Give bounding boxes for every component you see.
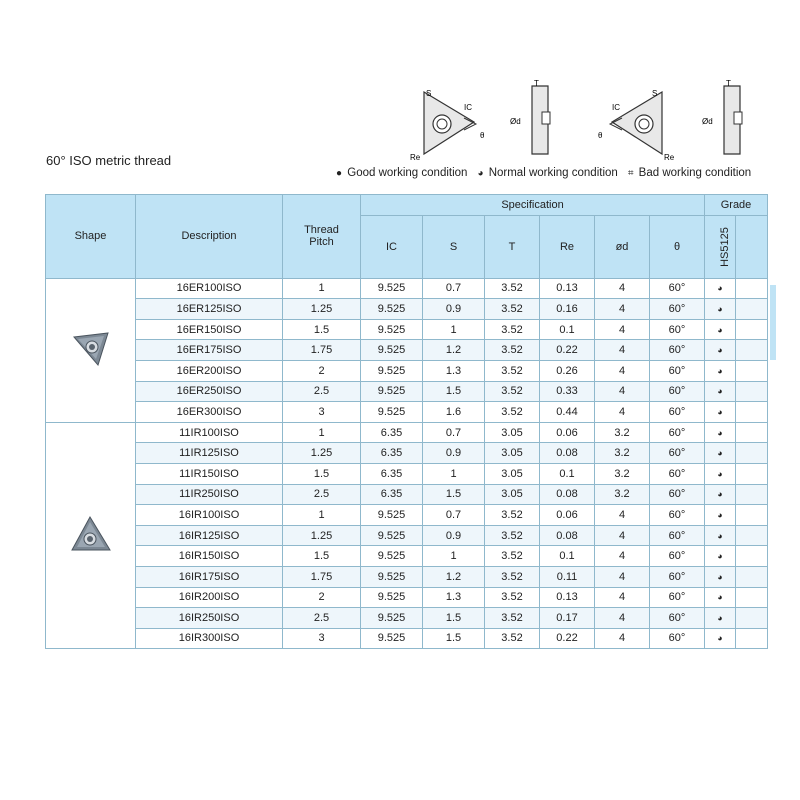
table-row	[46, 443, 768, 464]
od-cell: 4	[595, 525, 650, 546]
grade-hs5125-cell: ◕	[705, 566, 736, 587]
grade-hs5125-cell: ◕	[705, 463, 736, 484]
t-cell: 3.52	[485, 319, 540, 340]
table-row	[46, 381, 768, 402]
grade-blank-cell	[736, 319, 768, 340]
side-strip	[770, 285, 776, 360]
ic-cell: 9.525	[361, 319, 423, 340]
re-cell: 0.13	[540, 278, 595, 299]
ic-cell: 9.525	[361, 525, 423, 546]
ic-cell: 6.35	[361, 484, 423, 505]
grade-blank-cell	[736, 402, 768, 423]
s-cell: 1	[423, 463, 485, 484]
ic-cell: 9.525	[361, 628, 423, 649]
t-cell: 3.52	[485, 608, 540, 629]
header-ic: IC	[361, 215, 423, 278]
s-cell: 1.5	[423, 608, 485, 629]
grade-blank-cell	[736, 587, 768, 608]
svg-text:Ød: Ød	[510, 117, 521, 126]
theta-cell: 60°	[650, 319, 705, 340]
ic-cell: 9.525	[361, 587, 423, 608]
theta-cell: 60°	[650, 422, 705, 443]
description-cell: 16ER125ISO	[136, 299, 283, 320]
legend-item-good: ● Good working condition	[336, 167, 468, 179]
od-cell: 4	[595, 628, 650, 649]
table-row	[46, 422, 768, 443]
re-cell: 0.26	[540, 360, 595, 381]
s-cell: 1.2	[423, 340, 485, 361]
legend-item-bad: ⌗ Bad working condition	[627, 167, 752, 179]
ic-cell: 9.525	[361, 608, 423, 629]
od-cell: 4	[595, 587, 650, 608]
t-cell: 3.52	[485, 402, 540, 423]
s-cell: 0.7	[423, 278, 485, 299]
re-cell: 0.06	[540, 505, 595, 526]
re-cell: 0.08	[540, 525, 595, 546]
grade-blank-cell	[736, 505, 768, 526]
s-cell: 1	[423, 546, 485, 567]
description-cell: 16ER150ISO	[136, 319, 283, 340]
legend-item-normal: ◕ Normal working condition	[477, 167, 618, 179]
header-t: T	[485, 215, 540, 278]
re-cell: 0.06	[540, 422, 595, 443]
ic-cell: 9.525	[361, 381, 423, 402]
grade-blank-cell	[736, 608, 768, 629]
od-cell: 3.2	[595, 463, 650, 484]
od-cell: 4	[595, 340, 650, 361]
external-insert-side-icon	[504, 80, 568, 160]
od-cell: 4	[595, 299, 650, 320]
s-cell: 1.3	[423, 360, 485, 381]
re-cell: 0.1	[540, 319, 595, 340]
grade-hs5125-cell: ◕	[705, 608, 736, 629]
header-shape: Shape	[46, 195, 136, 279]
re-cell: 0.1	[540, 546, 595, 567]
grade-hs5125-cell: ◕	[705, 278, 736, 299]
t-cell: 3.05	[485, 422, 540, 443]
s-cell: 0.7	[423, 505, 485, 526]
table-row	[46, 505, 768, 526]
grade-hs5125-cell: ◕	[705, 587, 736, 608]
table-row	[46, 608, 768, 629]
description-cell: 16IR250ISO	[136, 608, 283, 629]
re-cell: 0.33	[540, 381, 595, 402]
svg-text:IC: IC	[464, 103, 472, 112]
pitch-cell: 1	[283, 505, 361, 526]
svg-text:T: T	[534, 80, 539, 88]
svg-text:θ: θ	[480, 131, 485, 140]
svg-text:IC: IC	[612, 103, 620, 112]
s-cell: 1.6	[423, 402, 485, 423]
t-cell: 3.52	[485, 340, 540, 361]
theta-cell: 60°	[650, 484, 705, 505]
internal-insert-diagram-icon	[594, 84, 682, 162]
description-cell: 16IR200ISO	[136, 587, 283, 608]
description-cell: 16IR150ISO	[136, 546, 283, 567]
external-insert-diagram-icon	[404, 84, 492, 162]
t-cell: 3.52	[485, 299, 540, 320]
pitch-cell: 3	[283, 628, 361, 649]
grade-blank-cell	[736, 484, 768, 505]
ic-cell: 9.525	[361, 546, 423, 567]
description-cell: 11IR100ISO	[136, 422, 283, 443]
description-cell: 16IR175ISO	[136, 566, 283, 587]
pitch-cell: 2.5	[283, 608, 361, 629]
ic-cell: 9.525	[361, 340, 423, 361]
pitch-cell: 1.5	[283, 319, 361, 340]
t-cell: 3.52	[485, 278, 540, 299]
pitch-cell: 1.25	[283, 525, 361, 546]
theta-cell: 60°	[650, 360, 705, 381]
theta-cell: 60°	[650, 443, 705, 464]
pitch-cell: 2.5	[283, 381, 361, 402]
external-threading-insert-icon	[46, 278, 136, 422]
table-row	[46, 360, 768, 381]
re-cell: 0.1	[540, 463, 595, 484]
svg-text:T: T	[726, 80, 731, 88]
grade-hs5125-cell: ◕	[705, 402, 736, 423]
od-cell: 4	[595, 319, 650, 340]
t-cell: 3.05	[485, 484, 540, 505]
theta-cell: 60°	[650, 587, 705, 608]
t-cell: 3.52	[485, 546, 540, 567]
od-cell: 4	[595, 381, 650, 402]
header-s: S	[423, 215, 485, 278]
grade-blank-cell	[736, 340, 768, 361]
t-cell: 3.05	[485, 463, 540, 484]
theta-cell: 60°	[650, 463, 705, 484]
grade-hs5125-cell: ◕	[705, 443, 736, 464]
re-cell: 0.16	[540, 299, 595, 320]
svg-text:Re: Re	[410, 153, 421, 162]
s-cell: 0.9	[423, 443, 485, 464]
re-cell: 0.44	[540, 402, 595, 423]
re-cell: 0.08	[540, 443, 595, 464]
od-cell: 3.2	[595, 443, 650, 464]
pitch-cell: 3	[283, 402, 361, 423]
theta-cell: 60°	[650, 546, 705, 567]
s-cell: 0.7	[423, 422, 485, 443]
re-cell: 0.22	[540, 340, 595, 361]
grade-blank-cell	[736, 525, 768, 546]
description-cell: 16IR300ISO	[136, 628, 283, 649]
pitch-cell: 1.5	[283, 463, 361, 484]
table-row	[46, 587, 768, 608]
od-cell: 4	[595, 360, 650, 381]
ic-cell: 9.525	[361, 278, 423, 299]
pitch-cell: 1.25	[283, 299, 361, 320]
header-description: Description	[136, 195, 283, 279]
re-cell: 0.08	[540, 484, 595, 505]
s-cell: 0.9	[423, 525, 485, 546]
od-cell: 4	[595, 566, 650, 587]
theta-cell: 60°	[650, 340, 705, 361]
description-cell: 16ER200ISO	[136, 360, 283, 381]
spec-table	[45, 194, 768, 649]
grade-hs5125-cell: ◕	[705, 340, 736, 361]
theta-cell: 60°	[650, 566, 705, 587]
grade-blank-cell	[736, 546, 768, 567]
grade-hs5125-cell: ◕	[705, 546, 736, 567]
table-row	[46, 628, 768, 649]
grade-blank-cell	[736, 443, 768, 464]
description-cell: 11IR125ISO	[136, 443, 283, 464]
grade-blank-cell	[736, 278, 768, 299]
table-row	[46, 278, 768, 299]
description-cell: 16IR125ISO	[136, 525, 283, 546]
re-cell: 0.17	[540, 608, 595, 629]
t-cell: 3.52	[485, 360, 540, 381]
s-cell: 1.5	[423, 484, 485, 505]
insert-dimension-diagrams	[396, 80, 766, 162]
table-row	[46, 525, 768, 546]
theta-cell: 60°	[650, 505, 705, 526]
description-cell: 16ER175ISO	[136, 340, 283, 361]
pitch-cell: 1	[283, 422, 361, 443]
pitch-cell: 2	[283, 360, 361, 381]
pitch-cell: 1.5	[283, 546, 361, 567]
ic-cell: 6.35	[361, 463, 423, 484]
grade-hs5125-cell: ◕	[705, 381, 736, 402]
grade-blank-cell	[736, 422, 768, 443]
ic-cell: 9.525	[361, 360, 423, 381]
od-cell: 4	[595, 608, 650, 629]
theta-cell: 60°	[650, 381, 705, 402]
table-row	[46, 319, 768, 340]
ic-cell: 9.525	[361, 299, 423, 320]
grade-blank-cell	[736, 360, 768, 381]
header-od: ød	[595, 215, 650, 278]
description-cell: 11IR150ISO	[136, 463, 283, 484]
description-cell: 16ER300ISO	[136, 402, 283, 423]
t-cell: 3.52	[485, 525, 540, 546]
ic-cell: 6.35	[361, 422, 423, 443]
t-cell: 3.52	[485, 381, 540, 402]
grade-hs5125-cell: ◕	[705, 360, 736, 381]
grade-blank-cell	[736, 463, 768, 484]
grade-hs5125-cell: ◕	[705, 505, 736, 526]
theta-cell: 60°	[650, 278, 705, 299]
table-row	[46, 402, 768, 423]
od-cell: 4	[595, 546, 650, 567]
svg-text:S: S	[652, 89, 658, 98]
svg-text:Ød: Ød	[702, 117, 713, 126]
internal-insert-side-icon	[696, 80, 760, 160]
grade-hs5125-cell: ◕	[705, 299, 736, 320]
od-cell: 4	[595, 505, 650, 526]
description-cell: 16ER250ISO	[136, 381, 283, 402]
s-cell: 1.2	[423, 566, 485, 587]
theta-cell: 60°	[650, 525, 705, 546]
header-grade-blank	[736, 215, 768, 278]
header-grade: Grade	[705, 195, 768, 216]
s-cell: 1.3	[423, 587, 485, 608]
table-row	[46, 463, 768, 484]
condition-legend	[336, 167, 751, 179]
theta-cell: 60°	[650, 628, 705, 649]
od-cell: 3.2	[595, 484, 650, 505]
s-cell: 1.5	[423, 381, 485, 402]
grade-hs5125-cell: ◕	[705, 628, 736, 649]
pitch-cell: 1	[283, 278, 361, 299]
header-specification: Specification	[361, 195, 705, 216]
theta-cell: 60°	[650, 402, 705, 423]
pitch-cell: 1.75	[283, 566, 361, 587]
grade-hs5125-cell: ◕	[705, 484, 736, 505]
ic-cell: 9.525	[361, 505, 423, 526]
svg-text:S: S	[426, 89, 432, 98]
s-cell: 0.9	[423, 299, 485, 320]
theta-cell: 60°	[650, 608, 705, 629]
pitch-cell: 2	[283, 587, 361, 608]
svg-text:Re: Re	[664, 153, 675, 162]
t-cell: 3.52	[485, 566, 540, 587]
description-cell: 16ER100ISO	[136, 278, 283, 299]
header-grade-hs5125: HS5125	[705, 215, 736, 278]
re-cell: 0.22	[540, 628, 595, 649]
grade-hs5125-cell: ◕	[705, 422, 736, 443]
t-cell: 3.52	[485, 505, 540, 526]
pitch-cell: 2.5	[283, 484, 361, 505]
table-row	[46, 546, 768, 567]
pitch-cell: 1.25	[283, 443, 361, 464]
header-re: Re	[540, 215, 595, 278]
table-row	[46, 340, 768, 361]
ic-cell: 9.525	[361, 402, 423, 423]
grade-blank-cell	[736, 299, 768, 320]
t-cell: 3.05	[485, 443, 540, 464]
page-heading: 60° ISO metric thread	[46, 153, 172, 168]
grade-blank-cell	[736, 628, 768, 649]
re-cell: 0.11	[540, 566, 595, 587]
s-cell: 1	[423, 319, 485, 340]
grade-blank-cell	[736, 566, 768, 587]
s-cell: 1.5	[423, 628, 485, 649]
header-thread-pitch: Thread Pitch	[283, 195, 361, 279]
ic-cell: 9.525	[361, 566, 423, 587]
od-cell: 4	[595, 278, 650, 299]
grade-hs5125-cell: ◕	[705, 319, 736, 340]
pitch-cell: 1.75	[283, 340, 361, 361]
description-cell: 16IR100ISO	[136, 505, 283, 526]
od-cell: 4	[595, 402, 650, 423]
od-cell: 3.2	[595, 422, 650, 443]
internal-threading-insert-icon	[46, 422, 136, 649]
grade-hs5125-cell: ◕	[705, 525, 736, 546]
svg-text:θ: θ	[598, 131, 603, 140]
table-row	[46, 566, 768, 587]
ic-cell: 6.35	[361, 443, 423, 464]
theta-cell: 60°	[650, 299, 705, 320]
description-cell: 11IR250ISO	[136, 484, 283, 505]
t-cell: 3.52	[485, 587, 540, 608]
re-cell: 0.13	[540, 587, 595, 608]
t-cell: 3.52	[485, 628, 540, 649]
grade-blank-cell	[736, 381, 768, 402]
table-row	[46, 299, 768, 320]
table-row	[46, 484, 768, 505]
header-theta: θ	[650, 215, 705, 278]
